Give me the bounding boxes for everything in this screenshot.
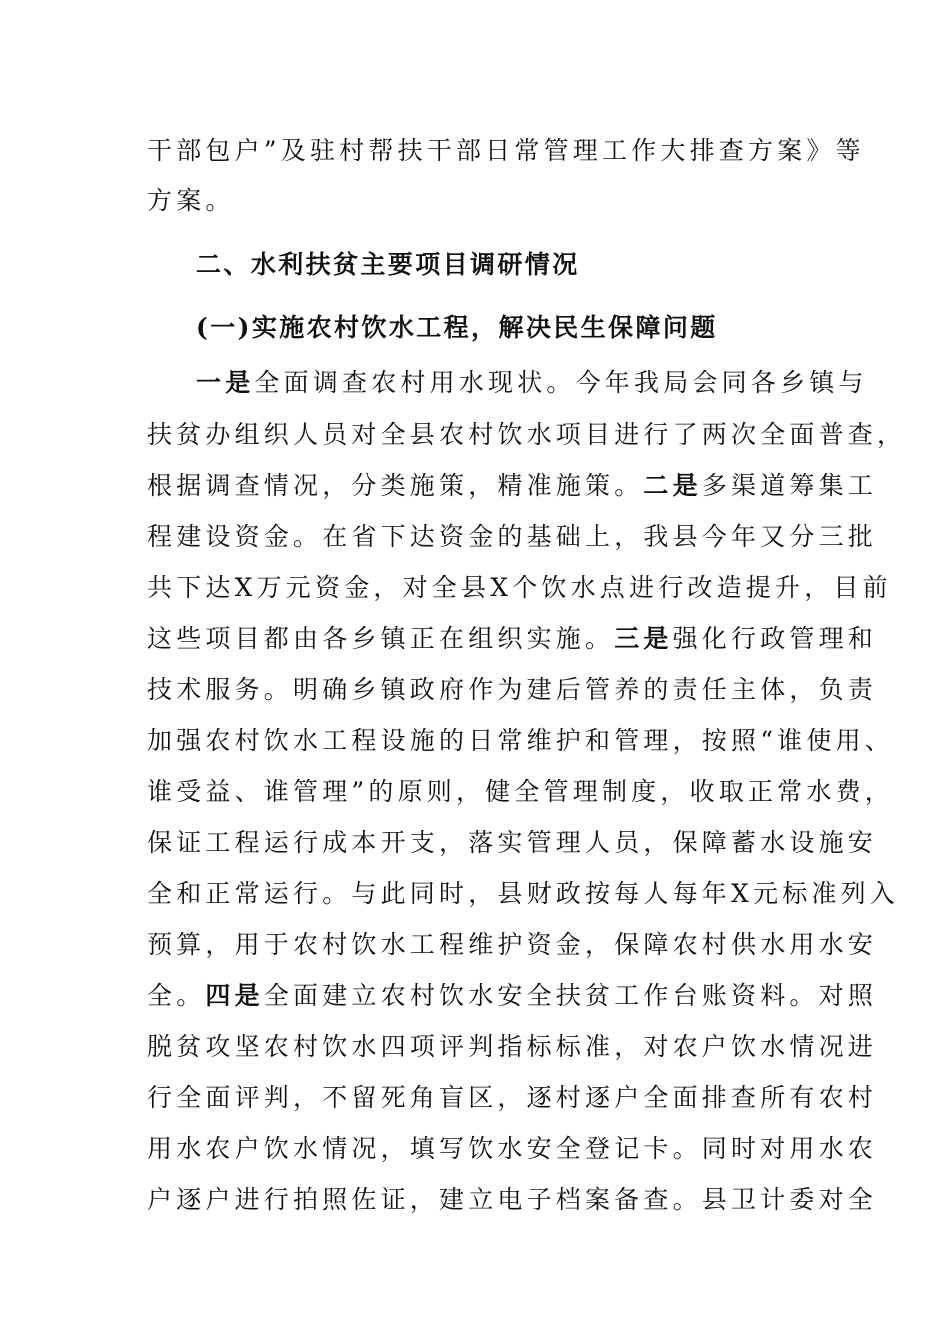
body-line-13 <box>147 981 877 1011</box>
body-line-7: 技术服务。明确乡镇政府作为建后管养的责任主体，负责 <box>147 675 878 704</box>
subsection-heading: (一)实施农村饮水工程，解决民生保障问题 <box>196 313 718 342</box>
intro-line-2: 方案。 <box>147 186 235 215</box>
key-marker-4: 四是 <box>205 981 264 1010</box>
body-line-4: 程建设资金。在省下达资金的基础上，我县今年又分三批 <box>147 522 878 551</box>
body-text: 强化行政管理和 <box>672 624 878 653</box>
body-line-10: 保证工程运行成本开支，落实管理人员，保障蓄水设施安 <box>147 828 878 857</box>
body-text: 全。 <box>147 981 206 1010</box>
body-line-5: 共下达X万元资金，对全县X个饮水点进行改造提升，目前 <box>147 573 892 602</box>
body-line-3 <box>147 471 877 501</box>
body-text: 根据调查情况，分类施策，精准施策。 <box>147 471 644 500</box>
body-text: 全面调查农村用水现状。今年我局会同各乡镇与 <box>254 368 868 397</box>
body-line-2: 扶贫办组织人员对全县农村饮水项目进行了两次全面普查， <box>147 420 907 449</box>
key-marker-3: 三是 <box>614 624 673 653</box>
body-line-6 <box>147 624 877 654</box>
body-line-14: 脱贫攻坚农村饮水四项评判指标标准，对农户饮水情况进 <box>147 1032 878 1061</box>
body-line-8: 加强农村饮水工程设施的日常维护和管理，按照“谁使用、 <box>147 726 894 755</box>
body-line-17: 户逐户进行拍照佐证，建立电子档案备查。县卫计委对全 <box>147 1185 878 1214</box>
body-line-1 <box>196 368 868 398</box>
body-text: 全面建立农村饮水安全扶贫工作台账资料。对照 <box>263 981 878 1010</box>
body-line-16: 用水农户饮水情况，填写饮水安全登记卡。同时对用水农 <box>147 1134 878 1163</box>
body-text: 这些项目都由各乡镇正在组织实施。 <box>147 624 615 653</box>
body-line-11: 全和正常运行。与此同时，县财政按每人每年X元标准列入 <box>147 879 900 908</box>
body-text: 多渠道筹集工 <box>701 471 878 500</box>
body-line-15: 行全面评判，不留死角盲区，逐村逐户全面排查所有农村 <box>147 1083 878 1112</box>
body-line-12: 预算，用于农村饮水工程维护资金，保障农村供水用水安 <box>147 930 878 959</box>
intro-line-1: 干部包户”及驻村帮扶干部日常管理工作大排查方案》等 <box>147 136 865 165</box>
key-marker-2: 二是 <box>643 471 702 500</box>
key-marker-1: 一是 <box>196 368 255 397</box>
body-line-9: 谁受益、谁管理”的原则，健全管理制度，收取正常水费， <box>147 777 894 806</box>
section-heading: 二、水利扶贫主要项目调研情况 <box>196 250 580 279</box>
